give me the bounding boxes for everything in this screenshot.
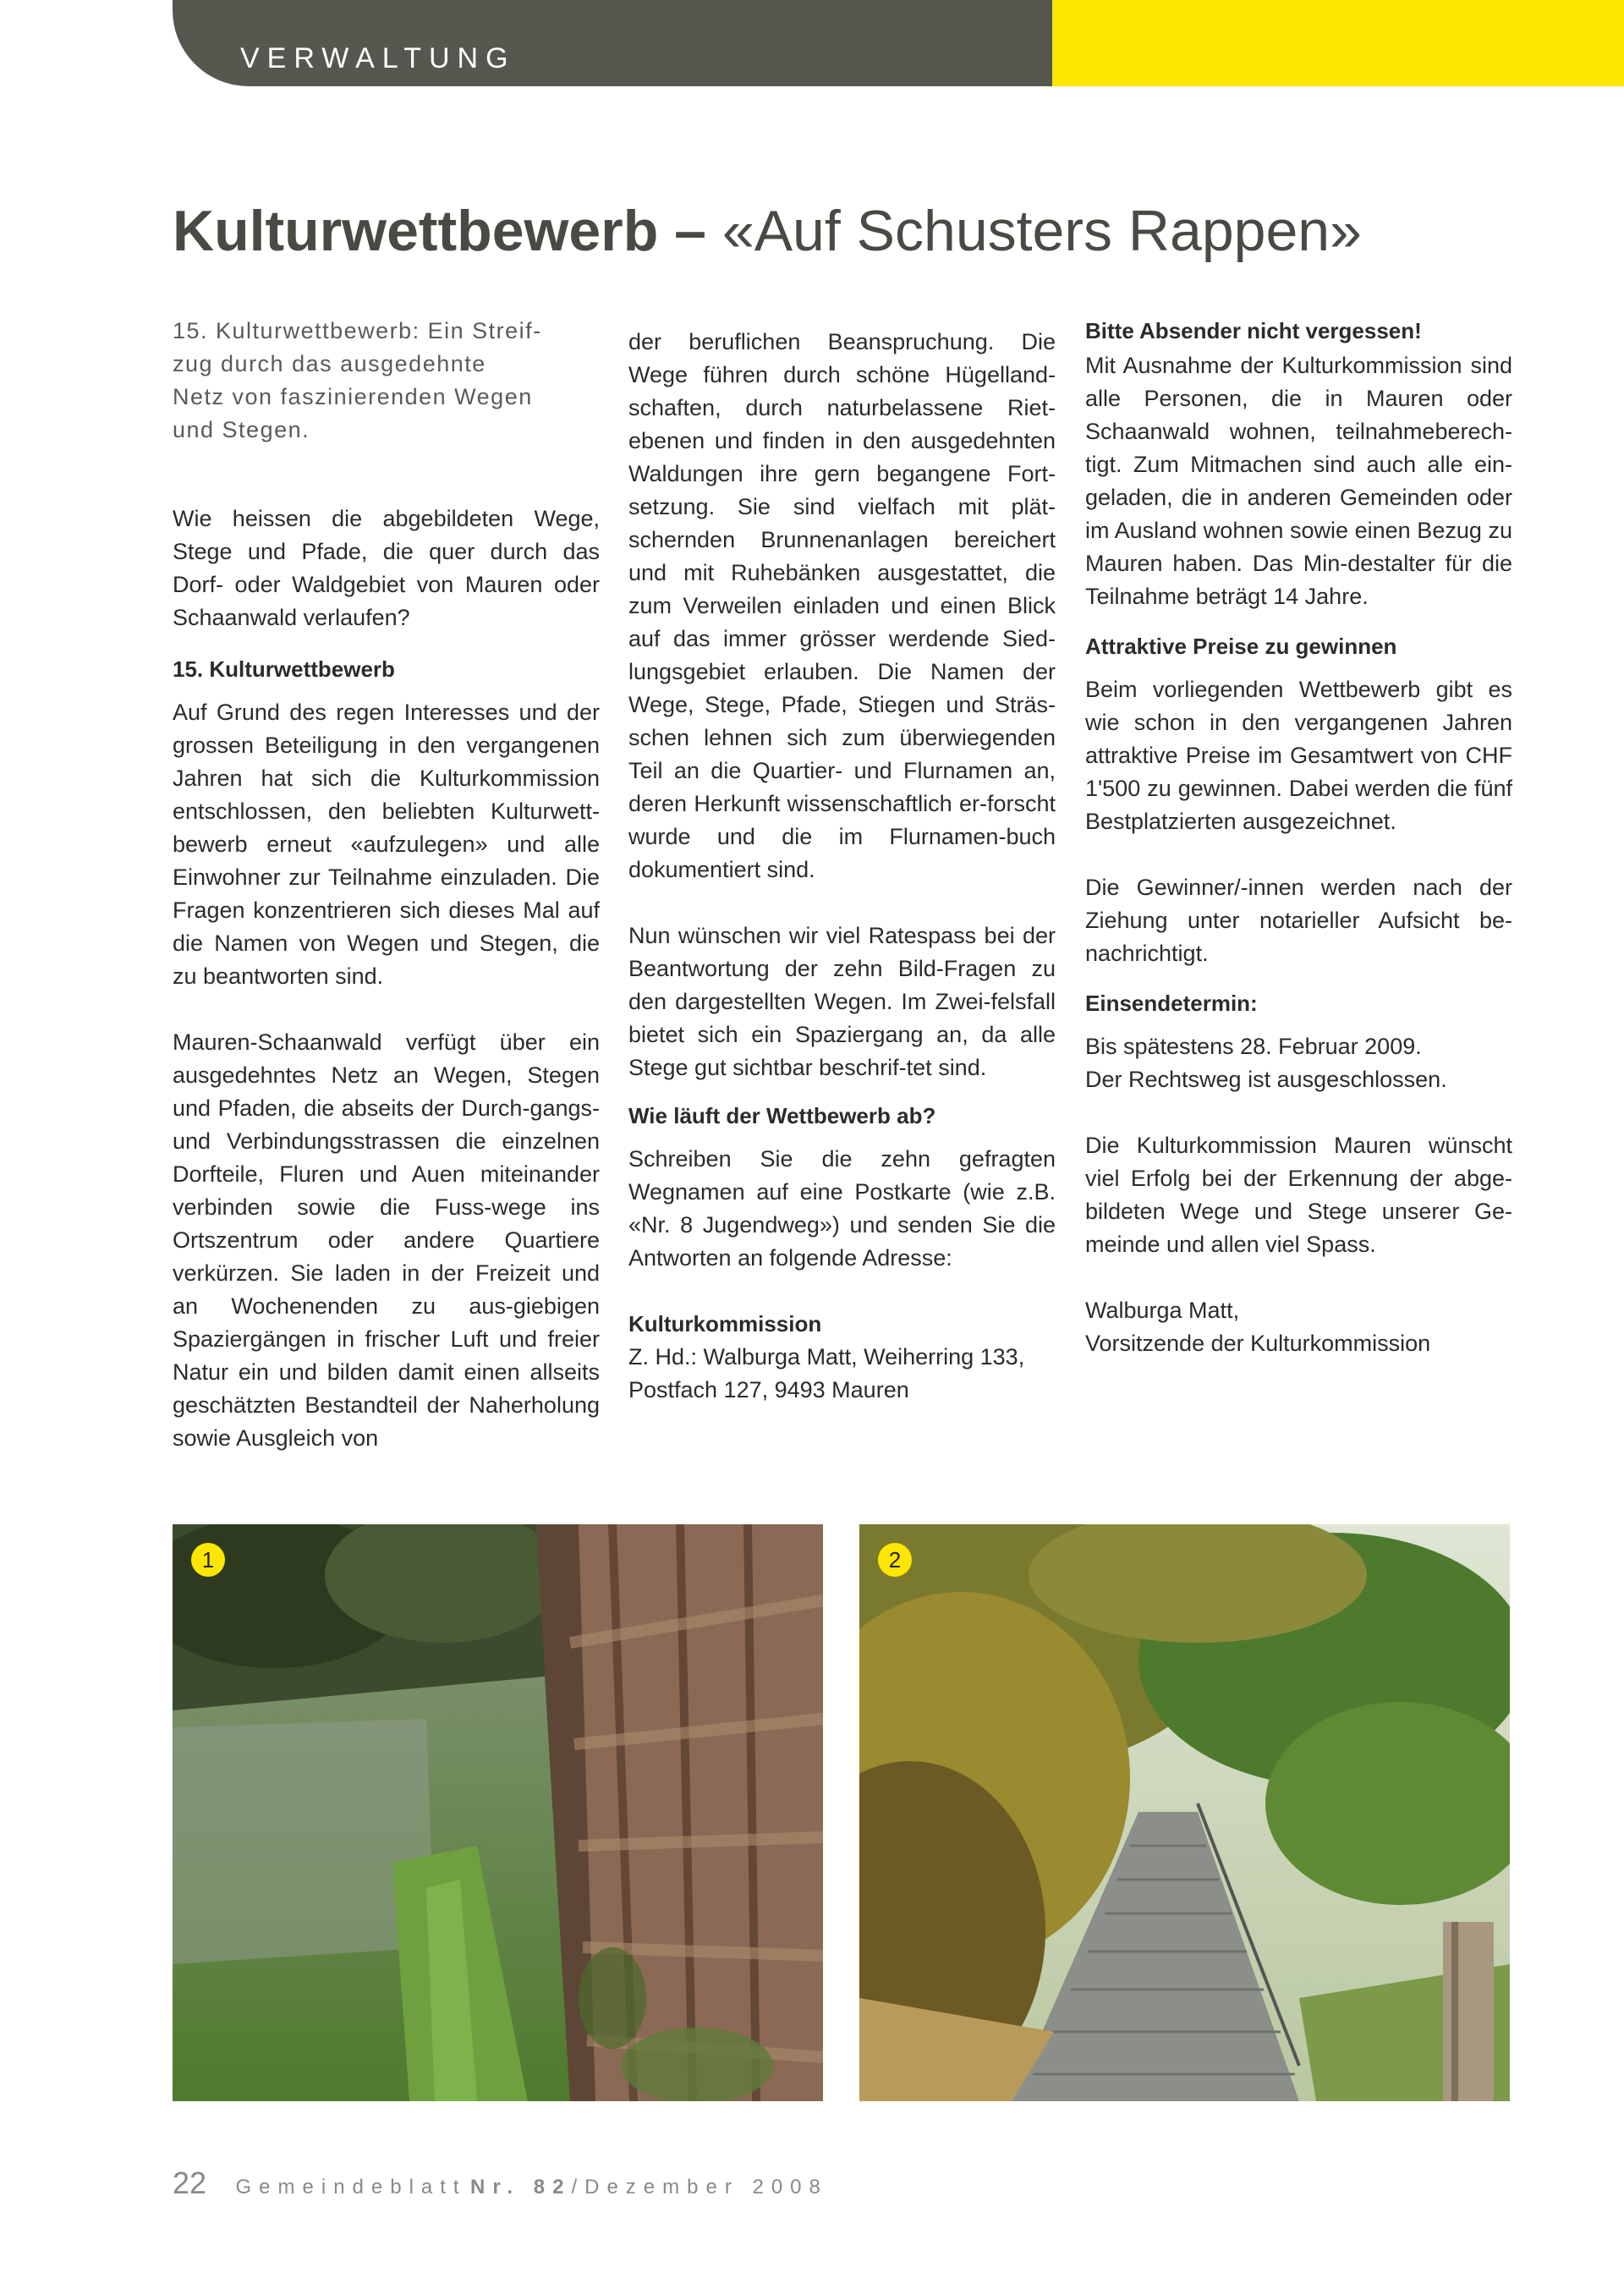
signature-name: Walburga Matt,: [1085, 1298, 1240, 1323]
header-accent-bar: [1052, 0, 1624, 86]
address-line: Postfach 127, 9493 Mauren: [628, 1377, 909, 1402]
paragraph: Auf Grund des regen Interesses und der grossen Beteiligung in den vergangenen Jahren hat sich die Kulturkommission entschlossen, den beliebten Kulturwett-bewerb erneut «aufzulegen» und alle Einwohner zur Teilnahme einzuladen. Die Fragen konzentrieren sich dieses Mal auf die Namen von Wegen und Stegen, die zu beantworten sind.: [173, 700, 600, 989]
photo-1: [173, 1524, 823, 2101]
publication-name: Gemeindeblatt: [235, 2176, 467, 2198]
issue-number: Nr. 82: [470, 2176, 572, 2198]
intro-text: 15. Kulturwettbewerb: Ein Streif- zug durch das ausgedehnte Netz von faszinierenden Wegen und Stegen.: [173, 318, 542, 442]
paragraph: Mauren-Schaanwald verfügt über ein ausgedehntes Netz an Wegen, Stegen und Pfaden, die abseits der Durch-gangs- und Verbindungsstrassen die einzelnen Dorfteile, Fluren und Auen miteinander verbinden sowie die Fuss-wege ins Ortszentrum oder andere Quartiere verkürzen. Sie laden in der Freizeit und an Wochenenden zu aus-giebigen Spaziergängen in frischer Luft und freier Natur ein und bilden damit einen allseits geschätzten Bestandteil der Naherholung sowie Ausgleich von: [173, 1029, 600, 1451]
paragraph: der beruflichen Beanspruchung. Die Wege führen durch schöne Hügelland-schaften, durch naturbelassene Riet-ebenen und finden in den ausgedehnten Waldungen ihre gern begangene Fort-setzung. Sie sind vielfach mit plät-schernden Brunnenanlagen bereichert und mit Ruhebänken ausgestattet, die zum Verweilen einladen und einen Blick auf das immer grösser werdende Sied-lungsgebiet erlauben. Die Namen der Wege, Stege, Pfade, Stiegen und Sträs-schen lehnen sich zum überwiegenden Teil an die Quartier- und Flurnamen an, deren Herkunft wissenschaftlich er-forscht wurde und die im Flurnamen-buch dokumentiert sind.: [628, 329, 1056, 882]
title-rest: «Auf Schusters Rappen»: [721, 199, 1362, 263]
column-1: [173, 315, 600, 1488]
issue-date: /Dezember 2008: [571, 2176, 828, 2198]
article-title: [173, 193, 1362, 269]
section-label: VERWALTUNG: [240, 42, 516, 74]
address-line: Z. Hd.: Walburga Matt, Weiherring 133,: [628, 1344, 1025, 1370]
paragraph: Nun wünschen wir viel Ratespass bei der Beantwortung der zehn Bild-Fragen zu den dargestellten Wegen. Im Zwei-felsfall bietet sich ein Spaziergang an, da alle Stege gut sichtbar beschrif-tet sind.: [628, 923, 1056, 1080]
photo-2: [859, 1524, 1510, 2101]
paragraph: Die Gewinner/-innen werden nach der Ziehung unter notarieller Aufsicht be-nachrichtigt.: [1085, 875, 1512, 966]
grass-path-fence-photo: [173, 1524, 823, 2101]
address-name: Kulturkommission: [628, 1311, 822, 1337]
stairway-autumn-trees-photo: [859, 1524, 1510, 2101]
photo-number-badge: 2: [878, 1543, 912, 1577]
deadline-line: Der Rechtsweg ist ausgeschlossen.: [1085, 1067, 1447, 1092]
section-heading: 15. Kulturwettbewerb: [173, 656, 395, 682]
paragraph: Schreiben Sie die zehn gefragten Wegnamen auf eine Postkarte (wie z.B. «Nr. 8 Jugendweg») und senden Sie die Antworten an folgende Adresse:: [628, 1146, 1056, 1271]
photo-number-badge: 1: [191, 1543, 225, 1577]
paragraph: Mit Ausnahme der Kulturkommission sind alle Personen, die in Mauren oder Schaanwald wohnen, teilnahmeberech-tigt. Zum Mitmachen sind auch alle ein-geladen, die in anderen Gemeinden oder im Ausland wohnen sowie einen Bezug zu Mauren haben. Das Min-destalter für die Teilnahme beträgt 14 Jahre.: [1085, 353, 1512, 609]
title-bold: Kulturwettbewerb –: [173, 199, 706, 263]
section-heading: Wie läuft der Wettbewerb ab?: [628, 1103, 936, 1128]
paragraph: Die Kulturkommission Mauren wünscht viel Erfolg bei der Erkennung der abge-bildeten Wege und Stege unserer Ge-meinde und allen viel Spass.: [1085, 1133, 1512, 1257]
section-heading: Bitte Absender nicht vergessen!: [1085, 318, 1422, 343]
page-number: 22: [173, 2165, 207, 2200]
column-2: [628, 326, 1056, 1407]
address-block: [628, 1308, 1056, 1407]
question-text: Wie heissen die abgebildeten Wege, Stege und Pfade, die quer durch das Dorf- oder Waldgebiet von Mauren oder Schaanwald verlaufen?: [173, 506, 600, 630]
paragraph: Beim vorliegenden Wettbewerb gibt es wie schon in den vergangenen Jahren attraktive Preise im Gesamtwert von CHF 1'500 zu gewinnen. Dabei werden die fünf Bestplatzierten ausgezeichnet.: [1085, 677, 1512, 834]
page-footer: [173, 2165, 828, 2201]
section-heading: Einsendetermin:: [1085, 991, 1258, 1016]
deadline-line: Bis spätestens 28. Februar 2009.: [1085, 1034, 1422, 1059]
signature-role: Vorsitzende der Kulturkommission: [1085, 1331, 1431, 1356]
column-3: [1085, 315, 1512, 1360]
section-heading: Attraktive Preise zu gewinnen: [1085, 634, 1397, 659]
